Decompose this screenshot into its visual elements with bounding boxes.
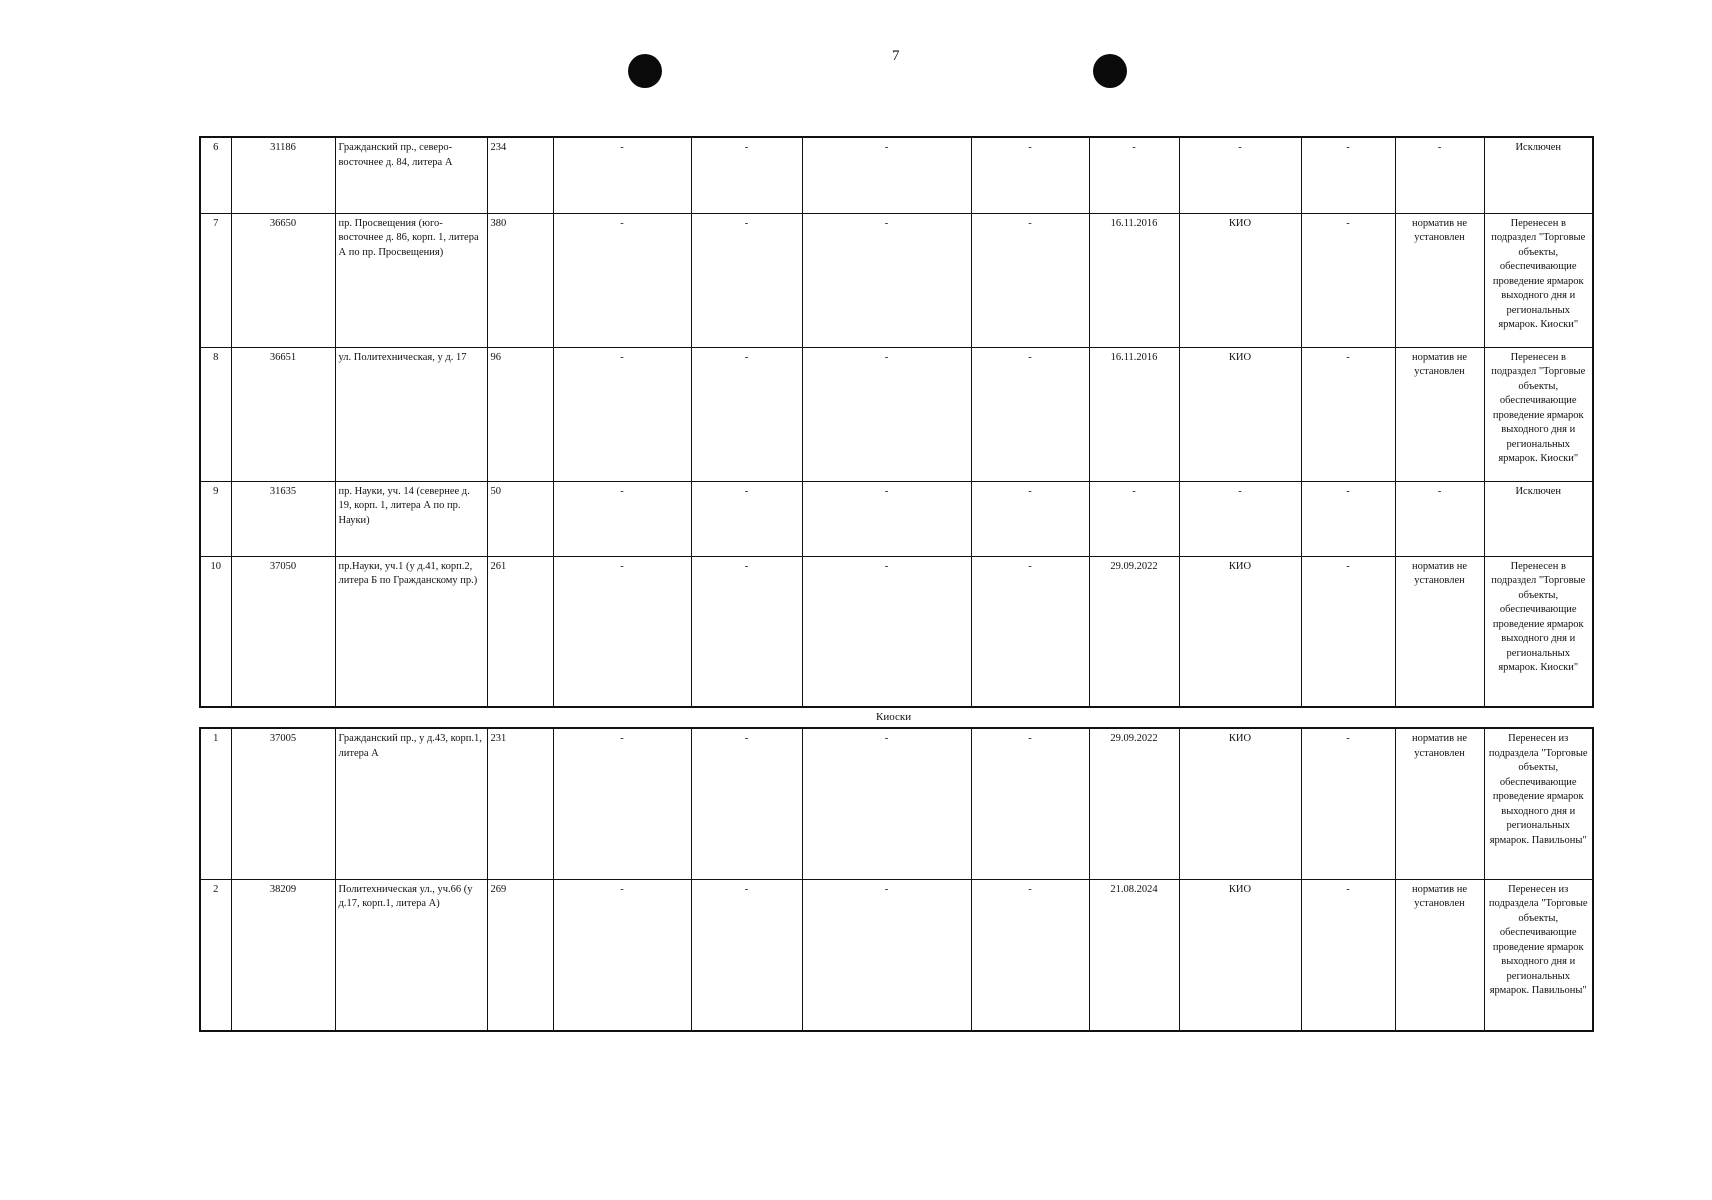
- cell-note: Исключен: [1484, 137, 1593, 213]
- cell-object-id: 37050: [231, 556, 335, 707]
- cell-area: 96: [487, 347, 553, 481]
- table-bottom: [199, 727, 1594, 1032]
- cell-object-id: 31635: [231, 481, 335, 556]
- cell-address: ул. Политехническая, у д. 17: [335, 347, 487, 481]
- cell-address: Гражданский пр., у д.43, корп.1, литера А: [335, 728, 487, 879]
- cell-object-id: 38209: [231, 879, 335, 1031]
- cell-col7: -: [802, 347, 971, 481]
- cell-col11: -: [1301, 879, 1395, 1031]
- cell-col7: -: [802, 728, 971, 879]
- cell-col7: -: [802, 556, 971, 707]
- cell-col11: -: [1301, 481, 1395, 556]
- cell-col6: -: [691, 347, 802, 481]
- cell-col5: -: [553, 213, 691, 347]
- cell-note: Перенесен из подраздела "Торговые объекты, обеспечивающие проведение ярмарок выходного дня и региональных ярмарок. Павильоны": [1484, 879, 1593, 1031]
- cell-col8: -: [971, 556, 1089, 707]
- page-number: 7: [892, 48, 900, 64]
- cell-address: Гражданский пр., северо-восточнее д. 84, литера А: [335, 137, 487, 213]
- table-top: [199, 136, 1594, 708]
- table-row: [200, 137, 1593, 213]
- cell-date: -: [1089, 481, 1179, 556]
- cell-col8: -: [971, 481, 1089, 556]
- cell-norm: -: [1395, 481, 1484, 556]
- cell-norm: -: [1395, 137, 1484, 213]
- cell-row-number: 6: [200, 137, 231, 213]
- table-row: [200, 879, 1593, 1031]
- cell-norm: норматив не установлен: [1395, 556, 1484, 707]
- cell-object-id: 36651: [231, 347, 335, 481]
- cell-note: Исключен: [1484, 481, 1593, 556]
- cell-row-number: 9: [200, 481, 231, 556]
- cell-row-number: 8: [200, 347, 231, 481]
- table-row: [200, 556, 1593, 707]
- cell-area: 50: [487, 481, 553, 556]
- table-row: [200, 728, 1593, 879]
- cell-date: 29.09.2022: [1089, 728, 1179, 879]
- cell-object-id: 36650: [231, 213, 335, 347]
- cell-col5: -: [553, 879, 691, 1031]
- cell-row-number: 1: [200, 728, 231, 879]
- cell-note: Перенесен в подраздел "Торговые объекты, обеспечивающие проведение ярмарок выходного дня и региональных ярмарок. Киоски": [1484, 347, 1593, 481]
- cell-area: 234: [487, 137, 553, 213]
- cell-col7: -: [802, 213, 971, 347]
- cell-col11: -: [1301, 347, 1395, 481]
- cell-col11: -: [1301, 556, 1395, 707]
- cell-area: 261: [487, 556, 553, 707]
- cell-col5: -: [553, 481, 691, 556]
- cell-col5: -: [553, 347, 691, 481]
- cell-area: 269: [487, 879, 553, 1031]
- cell-norm: норматив не установлен: [1395, 213, 1484, 347]
- cell-col8: -: [971, 347, 1089, 481]
- cell-area: 380: [487, 213, 553, 347]
- punch-hole-right: [1093, 54, 1127, 88]
- cell-col6: -: [691, 137, 802, 213]
- cell-note: Перенесен в подраздел "Торговые объекты, обеспечивающие проведение ярмарок выходного дня и региональных ярмарок. Киоски": [1484, 556, 1593, 707]
- cell-date: 16.11.2016: [1089, 213, 1179, 347]
- cell-row-number: 2: [200, 879, 231, 1031]
- cell-col6: -: [691, 556, 802, 707]
- table-row: [200, 481, 1593, 556]
- cell-row-number: 10: [200, 556, 231, 707]
- cell-note: Перенесен в подраздел "Торговые объекты, обеспечивающие проведение ярмарок выходного дня и региональных ярмарок. Киоски": [1484, 213, 1593, 347]
- cell-col8: -: [971, 728, 1089, 879]
- cell-col6: -: [691, 481, 802, 556]
- table-row: [200, 213, 1593, 347]
- cell-col11: -: [1301, 137, 1395, 213]
- cell-note: Перенесен из подраздела "Торговые объекты, обеспечивающие проведение ярмарок выходного дня и региональных ярмарок. Павильоны": [1484, 728, 1593, 879]
- cell-col7: -: [802, 137, 971, 213]
- cell-col11: -: [1301, 728, 1395, 879]
- cell-col5: -: [553, 556, 691, 707]
- cell-col8: -: [971, 213, 1089, 347]
- cell-date: -: [1089, 137, 1179, 213]
- table-row: [200, 347, 1593, 481]
- cell-norm: норматив не установлен: [1395, 347, 1484, 481]
- cell-col11: -: [1301, 213, 1395, 347]
- cell-norm: норматив не установлен: [1395, 879, 1484, 1031]
- punch-hole-left: [628, 54, 662, 88]
- cell-col8: -: [971, 879, 1089, 1031]
- cell-col6: -: [691, 728, 802, 879]
- cell-col7: -: [802, 879, 971, 1031]
- cell-address: пр. Науки, уч. 14 (севернее д. 19, корп. 1, литера А по пр. Науки): [335, 481, 487, 556]
- cell-col6: -: [691, 213, 802, 347]
- cell-date: 16.11.2016: [1089, 347, 1179, 481]
- cell-col5: -: [553, 137, 691, 213]
- cell-col5: -: [553, 728, 691, 879]
- cell-area: 231: [487, 728, 553, 879]
- cell-address: Политехническая ул., уч.66 (у д.17, корп.1, литера А): [335, 879, 487, 1031]
- cell-norm: норматив не установлен: [1395, 728, 1484, 879]
- cell-date: 21.08.2024: [1089, 879, 1179, 1031]
- cell-organization: КИО: [1179, 347, 1301, 481]
- cell-organization: КИО: [1179, 728, 1301, 879]
- cell-organization: КИО: [1179, 213, 1301, 347]
- cell-col7: -: [802, 481, 971, 556]
- cell-organization: -: [1179, 481, 1301, 556]
- cell-organization: КИО: [1179, 879, 1301, 1031]
- cell-col8: -: [971, 137, 1089, 213]
- section-title-kiosks: Киоски: [876, 711, 912, 723]
- cell-date: 29.09.2022: [1089, 556, 1179, 707]
- cell-organization: -: [1179, 137, 1301, 213]
- cell-row-number: 7: [200, 213, 231, 347]
- cell-address: пр. Просвещения (юго-восточнее д. 86, корп. 1, литера А по пр. Просвещения): [335, 213, 487, 347]
- cell-col6: -: [691, 879, 802, 1031]
- cell-organization: КИО: [1179, 556, 1301, 707]
- cell-object-id: 31186: [231, 137, 335, 213]
- cell-object-id: 37005: [231, 728, 335, 879]
- cell-address: пр.Науки, уч.1 (у д.41, корп.2, литера Б по Гражданскому пр.): [335, 556, 487, 707]
